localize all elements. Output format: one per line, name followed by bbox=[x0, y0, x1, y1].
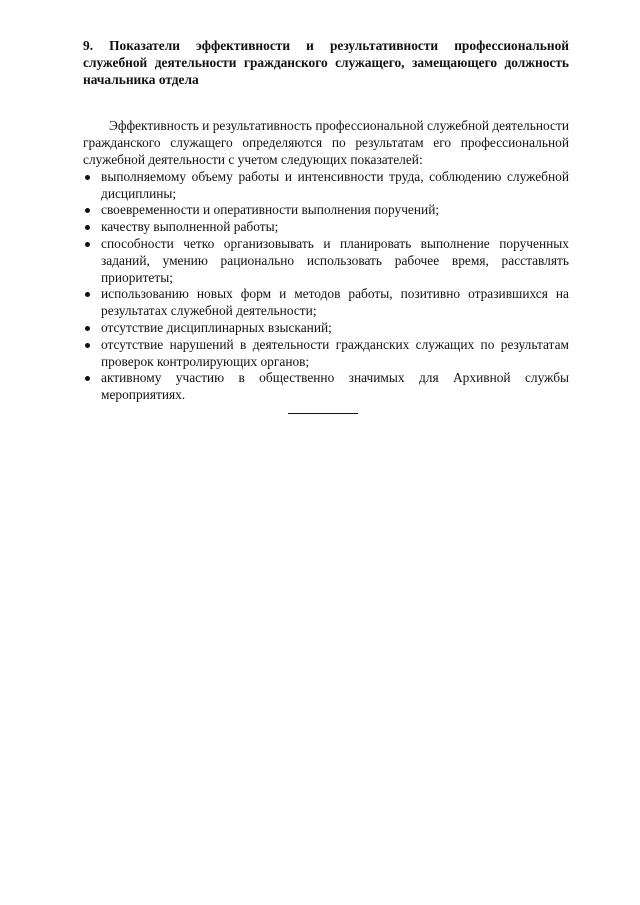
intro-paragraph: Эффективность и результативность профессиональной служебной деятельности гражданского служащего определяются по результатам его профессиональной служебной деятельности с учетом следующих показателей: bbox=[83, 118, 569, 167]
list-item bbox=[83, 370, 569, 404]
list-item bbox=[83, 202, 569, 219]
bullet-icon bbox=[85, 208, 90, 213]
bullet-icon bbox=[85, 225, 90, 230]
list-item-text: отсутствие нарушений в деятельности гражданских служащих по результатам проверок контролирующих органов; bbox=[101, 336, 569, 369]
list-item-text: выполняемому объему работы и интенсивности труда, соблюдению служебной дисциплины; bbox=[101, 168, 569, 201]
bullet-icon bbox=[85, 376, 90, 381]
bullet-icon bbox=[85, 292, 90, 297]
bullet-icon bbox=[85, 343, 90, 348]
end-divider bbox=[288, 413, 358, 414]
list-item-text: использованию новых форм и методов работы, позитивно отразившихся на результатах служебной деятельности; bbox=[101, 286, 569, 319]
section-heading: 9. Показатели эффективности и результативности профессиональной служебной деятельности гражданского служащего, замещающего должность начальника отдела bbox=[83, 38, 569, 87]
list-item-text: качеству выполненной работы; bbox=[101, 219, 279, 235]
document-body bbox=[83, 38, 569, 404]
list-item bbox=[83, 320, 569, 337]
list-item-text: отсутствие дисциплинарных взысканий; bbox=[101, 319, 332, 335]
list-item bbox=[83, 169, 569, 203]
list-item bbox=[83, 337, 569, 371]
list-item bbox=[83, 286, 569, 320]
list-item-text: способности четко организовывать и планировать выполнение порученных заданий, умению рационально использовать рабочее время, расставлять приоритеты; bbox=[101, 235, 569, 285]
indicator-list bbox=[83, 169, 569, 404]
bullet-icon bbox=[85, 175, 90, 180]
list-item bbox=[83, 219, 569, 236]
bullet-icon bbox=[85, 326, 90, 331]
list-item-text: своевременности и оперативности выполнения поручений; bbox=[101, 202, 440, 218]
bullet-icon bbox=[85, 242, 90, 247]
list-item bbox=[83, 236, 569, 286]
list-item-text: активному участию в общественно значимых для Архивной службы мероприятиях. bbox=[101, 370, 569, 403]
